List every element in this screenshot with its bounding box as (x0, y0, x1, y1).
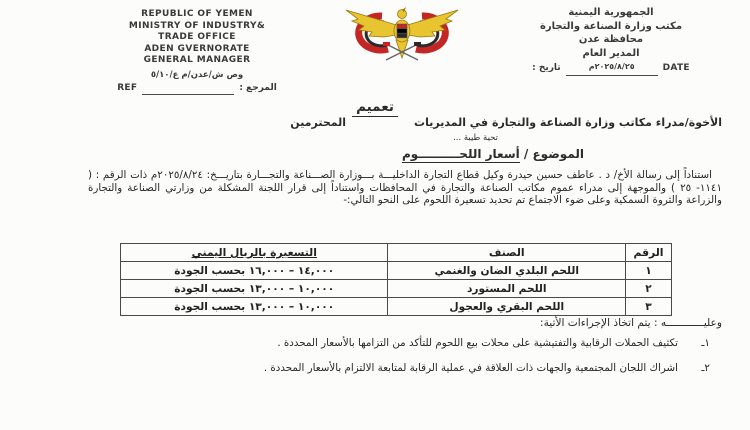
org-line-en: ADEN GVERNORATE (144, 43, 250, 54)
ref-label-ar: المرجع : (239, 83, 277, 93)
org-line-ar: الجمهورية اليمنية (568, 7, 654, 18)
addressee-main: الأخوة/مدراء مكاتب وزارة الصناعة والتجارة في المديريات (414, 116, 722, 129)
yemen-emblem-icon (342, 2, 462, 66)
row-price: ١٤,٠٠٠ – ١٦,٠٠٠ بحسب الجودة (121, 262, 388, 280)
row-price: ١٠,٠٠٠ – ١٣,٠٠٠ بحسب الجودة (121, 298, 388, 316)
org-line-ar: المدير العام (582, 47, 640, 59)
org-line-ar: محافظة عدن (578, 34, 644, 45)
row-item: اللحم المستورد (388, 280, 626, 298)
action-number: ١ـ (701, 337, 710, 349)
table-row (121, 262, 672, 280)
addressee-honorific: المحترمين (290, 116, 347, 129)
actions-list (95, 337, 710, 386)
date-blank-line (566, 62, 658, 76)
actions-intro: وعليــــــــــــه : يتم اتخاذ الإجراءات الأتية: (540, 317, 722, 329)
row-price: ١٠,٠٠٠ – ١٣,٠٠٠ بحسب الجودة (121, 280, 388, 298)
body-paragraph: استناداً إلى رسالة الأخ/ د . عاطف حسين حيدرة وكيل قطاع التجارة الداخليـــة بـــوزارة الصـــناعة والتجـــارة بتاريـــخ: ٢٠٢٥/٨/٢٤م ذات الرقم : ( ١١٤١- ٢٥ ) والموجهة إلى مدراء عموم مكاتب الصناعة والتجارة في المحافظات واستناداً إلى قرار اللجنة المشكلة من وزارتي الصناعة والتجارة والزراعة والثروة السمكية وعلى ضوء الاجتماع تم تحديد تسعيرة اللحوم على النحو التالي:- (88, 169, 722, 206)
subject-line (402, 147, 584, 161)
row-number: ١ (626, 262, 672, 280)
row-item: اللحم البلدي الضان والغنمي (388, 262, 626, 280)
date-value: ٢٠٢٥/٨/٢٥م (588, 62, 635, 71)
org-line-en: GENERAL MANAGER (143, 55, 251, 65)
header-price: التسعيرة بالريال اليمني (121, 244, 388, 262)
table-row (121, 280, 672, 298)
greeting-line: تحية طيبة ... (453, 133, 498, 143)
header-item: الصنف (388, 244, 626, 262)
action-item (95, 337, 710, 351)
table-header-row (121, 244, 672, 262)
date-label-en: DATE (662, 63, 690, 73)
org-line-en: TRADE OFFICE (158, 32, 236, 42)
action-number: ٢ـ (701, 361, 710, 374)
letterhead-arabic (492, 6, 730, 76)
price-table (120, 243, 672, 316)
document-title (0, 96, 750, 117)
ref-row (88, 83, 306, 95)
action-text: تكثيف الحملات الرقابية والتفتيشية على محلات بيع اللحوم للتأكد من التزامها بالأسعار المحددة . (277, 337, 678, 349)
row-number: ٣ (626, 298, 672, 316)
action-text: اشراك اللجان المجتمعية والجهات ذات العلاقة في عملية الرقابة لمتابعة الالتزام بالأسعار المحددة . (263, 361, 678, 374)
date-row (492, 62, 730, 76)
org-line-en: MINISTRY OF INDUSTRY& (128, 20, 266, 31)
letterhead-english (88, 9, 306, 95)
ref-blank-line (142, 84, 234, 95)
row-number: ٢ (626, 280, 672, 298)
header-number: الرقم (626, 244, 672, 262)
document-title-text: تعميم (352, 99, 398, 117)
subject-label: الموضوع / (519, 147, 584, 161)
subject-value: أسعار اللحــــــــــوم (401, 147, 520, 161)
action-item (95, 362, 710, 376)
addressee-line (90, 116, 722, 129)
row-item: اللحم البقري والعجول (388, 298, 626, 316)
org-line-ar: مكتب وزارة الصناعة والتجارة (539, 20, 683, 32)
ref-label-en: REF (117, 83, 138, 93)
table-row (121, 298, 672, 316)
date-label-ar: تاريخ : (532, 63, 561, 73)
org-line-en: REPUBLIC OF YEMEN (141, 9, 253, 19)
reference-code: وص ش/عدن/م ع/٥/١٠ (150, 69, 244, 80)
